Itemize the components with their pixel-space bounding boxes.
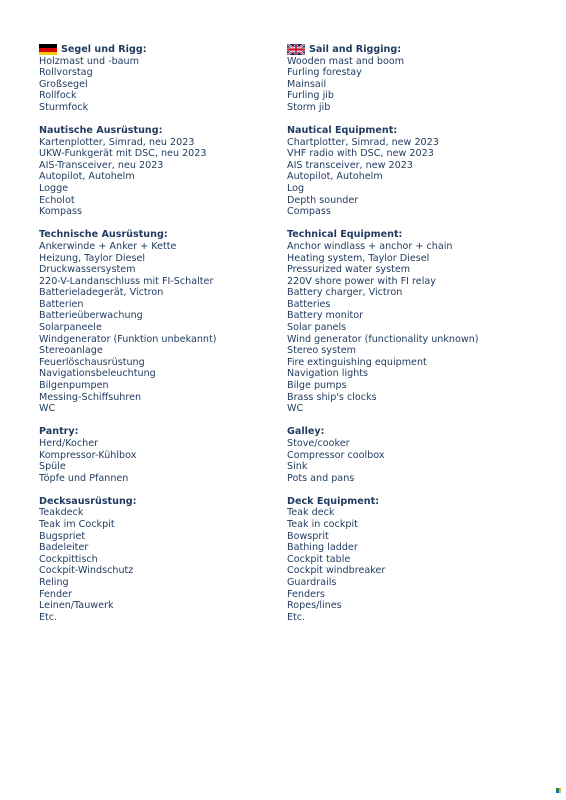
list-item: Brass ship's clocks [287,391,377,403]
list-item: Großsegel [39,78,88,90]
list-item: Compass [287,206,331,218]
list-item: Heating system, Taylor Diesel [287,252,430,264]
list-item: Autopilot, Autohelm [287,171,383,183]
list-item: Kompass [39,206,82,218]
uk-flag-icon [287,44,305,55]
section-heading [287,125,537,137]
list-item: Furling jib [287,90,334,102]
list-item: AIS-Transceiver, neu 2023 [39,159,164,171]
list-item: Solarpaneele [39,322,102,334]
list-item: Messing-Schiffsuhren [39,391,142,403]
list-item: Töpfe und Pfannen [39,472,129,484]
section-heading [39,426,289,438]
list-item: Log [287,183,305,195]
list-item: Herd/Kocher [39,437,99,449]
list-item: Storm jib [287,101,331,113]
section-heading [39,229,289,241]
section-heading [287,44,537,56]
list-item: Etc. [39,611,58,623]
list-item: Sturmfock [39,101,89,113]
list-item: 220V shore power with FI relay [287,275,436,287]
list-item: Teak deck [287,507,335,519]
list-item: Fenders [287,588,325,600]
list-item: Teak im Cockpit [39,518,115,530]
list-item: Bowsprit [287,530,329,542]
list-item: Bathing ladder [287,542,358,554]
list-item: Stereo system [287,345,356,357]
list-item: Rollvorstag [39,67,93,79]
section-heading [287,496,537,508]
section-heading [39,44,289,56]
list-item: Spüle [39,461,66,473]
list-item: Ropes/lines [287,600,342,612]
list-item: Bugspriet [39,530,86,542]
germany-flag-icon [39,44,57,55]
english-section-nautical-equipment [287,125,537,218]
list-item: Depth sounder [287,194,359,206]
list-item: Battery monitor [287,310,364,322]
list-item: Teakdeck [39,507,84,519]
list-item: Solar panels [287,322,347,334]
section-heading [287,229,537,241]
section-heading-text: Galley: [287,426,325,438]
list-item: Teak in cockpit [287,518,358,530]
section-heading [39,125,289,137]
list-item: Cockpit windbreaker [287,565,386,577]
list-item: Autopilot, Autohelm [39,171,135,183]
english-section-technical-equipment [287,229,537,415]
list-item: Fire extinguishing equipment [287,356,427,368]
list-item: Badeleiter [39,542,89,554]
list-item: Chartplotter, Simrad, new 2023 [287,136,439,148]
list-item: Sink [287,461,308,473]
list-item: Cockpit table [287,553,351,565]
list-item: Kompressor-Kühlbox [39,449,137,461]
list-item: Druckwassersystem [39,264,136,276]
list-item: Cockpittisch [39,553,98,565]
list-item: Feuerlöschausrüstung [39,356,145,368]
german-section-segel-und-rigg [39,44,289,114]
list-item: Heizung, Taylor Diesel [39,252,146,264]
list-item: Guardrails [287,576,337,588]
list-item: Fender [39,588,72,600]
german-section-nautische-ausrustung [39,125,289,218]
list-item: Stereoanlage [39,345,103,357]
section-heading [287,426,537,438]
list-item: Batterien [39,298,84,310]
list-item: Pots and pans [287,472,355,484]
list-item: Compressor coolbox [287,449,385,461]
list-item: Battery charger, Victron [287,287,403,299]
list-item: WC [39,403,56,415]
list-item: Wind generator (functionality unknown) [287,333,479,345]
german-column [39,44,289,635]
section-heading-text: Technical Equipment: [287,229,403,241]
list-item: Bilge pumps [287,380,347,392]
english-column [287,44,537,635]
list-item: Holzmast und -baum [39,55,139,67]
section-heading-text: Technische Ausrüstung: [39,229,168,241]
corner-logo-mark [556,788,561,793]
list-item: Anchor windlass + anchor + chain [287,240,453,252]
list-item: Cockpit-Windschutz [39,565,134,577]
list-item: Reling [39,576,69,588]
list-item: Stove/cooker [287,437,350,449]
section-heading-text: Pantry: [39,426,79,438]
list-item: Echolot [39,194,75,206]
english-section-sail-and-rigging [287,44,537,114]
list-item: 220-V-Landanschluss mit FI-Schalter [39,275,214,287]
list-item: WC [287,403,304,415]
list-item: Pressurized water system [287,264,411,276]
english-section-galley [287,426,537,484]
list-item: Batteries [287,298,331,310]
list-item: Bilgenpumpen [39,380,109,392]
section-heading-text: Decksausrüstung: [39,495,137,507]
list-item: Navigation lights [287,368,369,380]
section-heading [39,496,289,508]
section-heading-text: Segel und Rigg: [61,44,147,55]
list-item: Leinen/Tauwerk [39,600,114,612]
list-item: Furling forestay [287,67,362,79]
section-heading-text: Nautical Equipment: [287,125,398,137]
list-item: Etc. [287,611,306,623]
list-item: Rollfock [39,90,77,102]
list-item: Windgenerator (Funktion unbekannt) [39,333,217,345]
list-item: UKW-Funkgerät mit DSC, neu 2023 [39,148,207,160]
list-item: Logge [39,183,69,195]
list-item: Kartenplotter, Simrad, neu 2023 [39,136,195,148]
list-item: Batterieladegerät, Victron [39,287,164,299]
german-section-decksausrustung [39,496,289,624]
list-item: Mainsail [287,78,327,90]
section-heading-text: Deck Equipment: [287,495,380,507]
list-item: Ankerwinde + Anker + Kette [39,240,177,252]
list-item: AIS transceiver, new 2023 [287,159,413,171]
english-section-deck-equipment [287,496,537,624]
list-item: Batterieüberwachung [39,310,143,322]
section-heading-text: Sail and Rigging: [309,44,402,55]
list-item: Navigationsbeleuchtung [39,368,156,380]
list-item: Wooden mast and boom [287,55,405,67]
section-heading-text: Nautische Ausrüstung: [39,125,163,137]
german-section-technische-ausrustung [39,229,289,415]
german-section-pantry [39,426,289,484]
list-item: VHF radio with DSC, new 2023 [287,148,434,160]
